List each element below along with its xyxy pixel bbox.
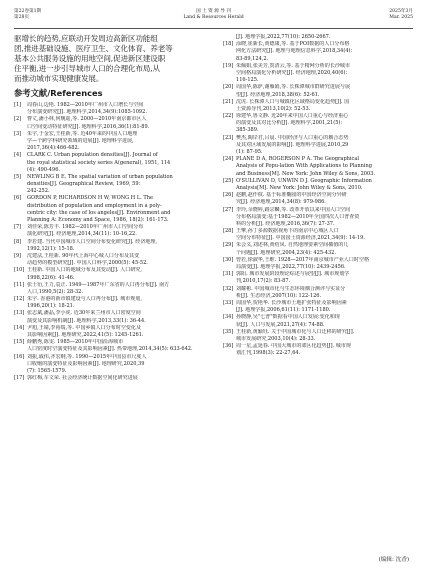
- journal-name-en: Land & Resources Herald: [183, 15, 244, 20]
- reference-number: [28]: [223, 228, 234, 235]
- reference-text: 划汇刊,1998(3): 22-27,64.: [236, 350, 301, 357]
- reference-text: 刘耀彬. 中国城市化与生态环境耦合测评与实证分: [236, 285, 346, 292]
- reference-number: [4]: [14, 152, 22, 159]
- reference-text: 周国华,贺艳华. 长沙城市土地扩张特征及影响因素: [236, 299, 347, 306]
- reference-text: 空间分布特征[J]. 中国国土资源经济,2021,34(9): 14-19.: [236, 235, 365, 242]
- reference-text: 演变及其影响机制[J]. 地理科学,2013,33(1): 36-44.: [27, 317, 146, 324]
- reference-text: 周一星,孟延春. 中国大城市的郊区化趋势[J]. 城市规: [236, 343, 351, 350]
- body-line: 基本公共服务设施的用地空间,促进新区建设职: [14, 54, 166, 63]
- reference-text: distribution of population and employment in a poly-: [27, 202, 162, 209]
- reference-text: (4): 490-496.: [27, 166, 61, 173]
- reference-text: [J]. 地理学报,2006,61(11): 1171-1180.: [236, 307, 331, 314]
- reference-number: [29]: [223, 242, 234, 249]
- reference-item: [14, 239, 204, 253]
- reference-item: [14, 339, 204, 353]
- reference-text: 王桂新,黄颖钰. 关于中国城市化与人口迁移的研究[J].: [236, 328, 355, 335]
- reference-text: 王桂新. 中国人口的地域分布及其变动[J]. 人口研究,: [27, 267, 142, 274]
- reference-text: Planning A: Economy and Space, 1986, 18(2): 161-173.: [27, 217, 169, 223]
- reference-item: [223, 192, 413, 206]
- reference-text: 张志斌,潘晶,李小虎. 近30年来兰州市人口密度空间: [27, 310, 141, 317]
- reference-number: [18]: [223, 41, 234, 48]
- header-center: [14, 9, 413, 21]
- reference-text: 人口密度时空演变特征及其影响因素[J]. 热带地理,2014,34(5): 633-642.: [27, 346, 193, 353]
- reference-number: [8]: [14, 238, 22, 245]
- journal-name-cn: 国 土 资 源 导 刊: [196, 9, 231, 14]
- reference-number: [36]: [223, 343, 234, 350]
- reference-text: 网化方法研究[J]. 地理与地理信息科学,2018,34(4):: [236, 48, 353, 55]
- reference-number: [17]: [14, 375, 25, 382]
- reference-text: 个问题[J]. 地理研究,2004,23(4): 425-432.: [236, 249, 337, 256]
- reference-text: 尹旭,王婧,李裕瑞,等. 中国乡镇人口分布时空变化及: [27, 324, 142, 331]
- reference-item: [223, 329, 413, 343]
- right-column: [223, 34, 413, 357]
- reference-text: 孙晓静,吴"七普"数据看中国人口发展:变化和现: [236, 314, 340, 321]
- reference-text: NEWLING B E. The spatial variation of urban population: [27, 173, 173, 180]
- reference-number: [34]: [223, 314, 234, 321]
- reference-text: 242-252.: [27, 188, 50, 195]
- reference-text: 究[J]. 经济地理,2014,34(8): 979-986.: [236, 199, 326, 206]
- reference-text: (1): 87-95.: [236, 149, 263, 155]
- reference-item: [14, 296, 204, 310]
- reference-item: [14, 174, 204, 196]
- reference-text: 口空间变动特征研究[J]. 地理科学,2016,36(1):81-89.: [27, 123, 150, 130]
- reference-item: [223, 343, 413, 357]
- reference-list-right: [223, 34, 413, 357]
- journal-header: [14, 6, 413, 29]
- reference-text: 王擎,孙丁多源数据视角下的南京中心城区人口: [236, 228, 339, 235]
- reference-item: [223, 257, 413, 271]
- reference-number: [3]: [14, 130, 22, 137]
- reference-item: [223, 63, 413, 85]
- reference-item: [14, 375, 204, 382]
- reference-text: 郭阳. 城市发展阶段理论综述与展望[J]. 城市规划学: [236, 271, 350, 278]
- reference-item: [14, 282, 204, 296]
- reference-number: [9]: [14, 252, 22, 259]
- reference-text: 刘振,戚伟,齐宏纲,等. 1990—2015年中国县市尺度人: [27, 353, 147, 360]
- reference-number: [6]: [14, 195, 22, 202]
- reference-text: GORDON P, RICHARDSON H W, WONG H L. The: [27, 195, 153, 202]
- reference-text: 朱宇. 香港的新市镇建设与人口再分布[J]. 城市规划,: [27, 296, 142, 303]
- reference-text: 曾若,徐淑华,王维. 1928—2017年南京城市产业人口时空格: [236, 256, 370, 263]
- reference-item: [14, 253, 204, 267]
- reference-text: 薛鹏秀,陈雯. 1985—2010年中国沿海城市: [27, 339, 124, 346]
- reference-number: [11]: [14, 281, 25, 288]
- reference-item: [223, 41, 413, 63]
- reference-text: 局演变[J]. 地理学报,2022,77(10): 2439-2456.: [236, 264, 346, 270]
- reference-item: [223, 228, 413, 242]
- reference-text: 人口,1990,5(2): 28-32.: [27, 288, 83, 295]
- reference-item: [223, 207, 413, 229]
- reference-text: 土资源导刊,2013,10(2): 52-53.: [236, 105, 311, 112]
- header-right: [389, 9, 413, 21]
- reference-item: [14, 116, 204, 130]
- reference-text: 朱会义,刘述林,黄绍凤. 自然地理要素空间插值的几: [236, 242, 349, 249]
- reference-item: [223, 286, 413, 300]
- reference-number: [23]: [223, 134, 234, 141]
- reference-number: [27]: [223, 206, 234, 213]
- reference-text: CLARK C. Urban population densities[J]. Journal of: [27, 152, 158, 159]
- reference-text: 状[J]. 人口与发展,2021,27(4): 74-88.: [236, 321, 325, 328]
- reference-text: 李玲,余晓婷,路宗麟,等. 改革开放以来中国人口空间: [236, 206, 351, 213]
- reference-text: the royal statistical society series A(general), 1951, 114: [27, 159, 171, 166]
- reference-text: 料的分析[J]. 经济地理,2016,36(7): 27-37.: [236, 220, 335, 227]
- reference-item: [14, 354, 204, 376]
- reference-text: 1996,20(1): 18-21.: [27, 303, 75, 310]
- reference-number: [31]: [223, 271, 234, 278]
- reference-text: 及其对区域发展的影响[J]. 地理科学进展,2010,29: [236, 141, 349, 148]
- reference-text: 张士衍,王力,袁正. 1949—1987年广东省的人口再分布[J]. 南方: [27, 281, 170, 288]
- reference-number: [14]: [14, 324, 25, 331]
- reference-text: 刘佳荣,陈芳丰. 1982—2010年广州市人口空间分布: [27, 224, 144, 231]
- body-line: 而推动城市实现健康发展。: [14, 74, 104, 83]
- editor-note: (编辑: 沈香): [378, 557, 409, 563]
- reference-number: [2]: [14, 116, 22, 123]
- reference-text: 朱佩娟,张美芳,贺清云,等. 基于精网分析的长沙城市: [236, 62, 351, 69]
- reference-text: and Business[M]. New York: John Wiley & Sons, 2003.: [236, 170, 376, 177]
- reference-number: [21]: [223, 98, 234, 105]
- reference-item: [223, 135, 413, 157]
- reference-number: [22]: [223, 113, 234, 120]
- reference-text: 2017,36(4):466-482.: [27, 145, 80, 152]
- reference-text: densities[J]. Geographical Review, 1969, 59:: [27, 181, 141, 188]
- references-heading: 参考文献/References: [14, 88, 103, 98]
- reference-number: [26]: [223, 192, 234, 199]
- reference-text: 口收缩的演变特征及影响因素[J]. 地理研究,2020,39: [27, 360, 145, 367]
- reference-number: [19]: [223, 62, 234, 69]
- reference-number: [16]: [14, 353, 25, 360]
- reference-number: [7]: [14, 224, 22, 231]
- reference-text: 涂晓,崔新长,黄德康,等. 基于POI数据的人口分布格: [236, 41, 350, 48]
- reference-item: [14, 152, 204, 174]
- reference-number: [25]: [223, 177, 234, 184]
- reference-item: [14, 131, 204, 153]
- reference-item: [14, 224, 204, 238]
- reference-number: [33]: [223, 299, 234, 306]
- reference-text: 116-125.: [236, 77, 259, 84]
- reference-number: [10]: [14, 267, 25, 274]
- reference-text: 83-89,124,2.: [236, 55, 269, 62]
- reference-number: [30]: [223, 256, 234, 263]
- reference-text: 空间格局演化分析研究[J]. 经济地理,2020,40(6):: [236, 69, 348, 76]
- reference-text: 李若建. 当代中国城市人口空间分布变化研究[J]. 经济地理,: [27, 238, 158, 245]
- header-issue: 第22卷第1期: [14, 9, 42, 14]
- reference-item: [223, 271, 413, 285]
- reference-item: [14, 325, 204, 339]
- reference-number: [24]: [223, 156, 234, 163]
- reference-text: 周春山,边艳. 1982—2010年广州市人口增长与空间: [27, 102, 144, 108]
- reference-text: Analysis[M]. New York: John Wiley & Sons, 2010.: [236, 184, 363, 191]
- reference-text: 其影响因素[J]. 地理研究,2022,41(5): 1245-1261.: [27, 332, 144, 338]
- body-line: 团,推进基础设施、医疗卫生、文化体育、养老等: [14, 44, 173, 53]
- reference-number: [13]: [14, 310, 25, 317]
- reference-number: [12]: [14, 296, 25, 303]
- reference-text: 动趋势的模型研究[J]. 中国人口科学,2000(5): 45-52.: [27, 260, 148, 267]
- reference-text: 城市发展研究,2003,10(4): 28-33.: [236, 335, 316, 342]
- reference-text: O'SULLIVAN D, UNWIN D J. Geographic Information: [236, 177, 372, 184]
- reference-number: [20]: [223, 84, 234, 91]
- reference-text: 分布演变研究[J]. 地理科学,2014,34(9):1085-1092.: [27, 109, 147, 116]
- reference-number: [32]: [223, 285, 234, 292]
- header-page: 第28页: [14, 15, 30, 20]
- reference-text: 郭红梅,车文荣. 社会经济统计数据空间化研究进展: [27, 375, 138, 382]
- reference-item: [14, 102, 204, 116]
- body-line: 住平衡,进一步引导城市人口的合理化布局,从: [14, 64, 160, 73]
- reference-text: PLANE D A, ROGERSON P A. The Geographical: [236, 156, 359, 163]
- reference-text: 周国华,陈萨,谢雁娟,等. 长株潭城市群研究进展与展: [236, 84, 351, 91]
- reference-number: [1]: [14, 102, 22, 108]
- reference-item: [223, 314, 413, 328]
- reference-text: Analysis of Popu-lation With Applications to Planning: [236, 163, 373, 170]
- reference-text: centric city: the case of los angeles[J]. Environment and: [27, 209, 171, 216]
- reference-text: 樊杰,陶岸君,吕晨. 中国经济与人口重心的耦合态势: [236, 134, 349, 141]
- reference-item: [14, 310, 204, 324]
- reference-number: [5]: [14, 173, 22, 180]
- reference-text: 学—个跨学科研究领域的进展[J]. 地理科学进展,: [27, 137, 134, 144]
- left-column: [14, 34, 204, 382]
- reference-number: [35]: [223, 328, 234, 335]
- reference-item: [223, 99, 413, 113]
- header-date-en: Mar. 2025: [389, 15, 413, 20]
- reference-item: [14, 267, 204, 281]
- reference-text: 沈虎. 长株潭人口与城镇化区域格局变化趋势[J]. 国: [236, 98, 350, 105]
- reference-item: [223, 178, 413, 192]
- reference-text: 曹丈,潘小林,何舰遥,等. 2000—2010年南京都市区人: [27, 116, 147, 123]
- reference-text: 演化研究[J]. 经济地理,2014,34(11): 10-16,22.: [27, 231, 137, 238]
- reference-text: (7): 1565-1579.: [27, 367, 67, 374]
- reference-text: 1992,12(1): 15-18.: [27, 245, 75, 252]
- header-date-cn: 2025年3月: [389, 9, 413, 14]
- reference-text: 徐建华,鲁文静. 近20年来中国人口重心与经济重心: [236, 113, 349, 120]
- reference-text: [J]. 地理学报,2022,77(10): 2650-2667.: [236, 34, 331, 40]
- reference-text: 朱宇,于金宏,王桂新,等. 近40年来的中国人口地理: [27, 130, 138, 137]
- reference-text: 1998,22(6): 41-46.: [27, 274, 75, 281]
- body-line: 驱增长的趋势,应联动开发周边高新区功能组: [14, 34, 158, 43]
- reference-text: 分布格局演变:基于1982—2010年全国四次人口普查资: [236, 213, 360, 220]
- reference-item: [223, 84, 413, 98]
- body-text: [14, 34, 204, 84]
- reference-list-left: [14, 102, 204, 382]
- reference-text: 的演变及其对比分析[J]. 地理科学,2001,21(5):: [236, 120, 343, 127]
- reference-text: 刊,2010,17(2): 83-87.: [236, 278, 291, 285]
- reference-text: 沈建法,王桂新. 90年代上海中心城人口分布及其变: [27, 252, 140, 259]
- reference-item: [223, 156, 413, 178]
- reference-number: [15]: [14, 339, 25, 346]
- reference-text: 析[J]. 生态经济,2007(10): 122-126.: [236, 292, 322, 299]
- reference-text: 望[J]. 经济地理,2018,38(6): 52-61.: [236, 91, 320, 98]
- reference-item: [223, 113, 413, 135]
- reference-item: [14, 195, 204, 224]
- reference-item: [223, 242, 413, 256]
- reference-item: [223, 34, 413, 41]
- reference-item: [223, 300, 413, 314]
- reference-text: 赵鹏,赵作权. 基于标准椭圆的中国经济空间分异研: [236, 192, 347, 199]
- reference-text: 385-389.: [236, 127, 259, 134]
